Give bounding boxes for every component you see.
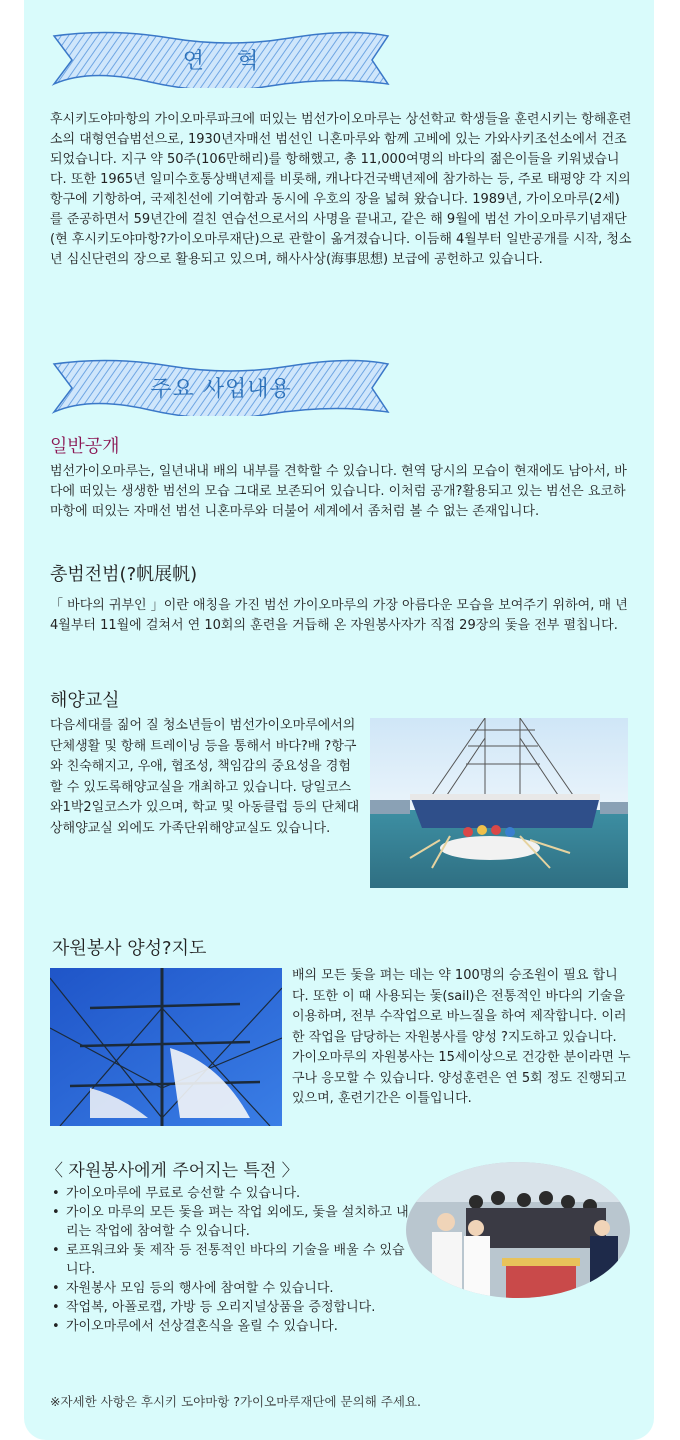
public-open-text: 범선가이오마루는, 일년내내 배의 내부를 견학할 수 있습니다. 현역 당시의 모습이 현재에도 남아서, 바다에 떠있는 생생한 범선의 모습 그대로 보존되어 있습니다. 이처럼 공개?활용되고 있는 범선은 요코하마항에 떠있는 자매선 범선 니혼마루와 더불어 세계에서 좀처럼 볼 수 없는 존재입니다. — [50, 464, 627, 519]
volunteer-text: 배의 모든 돛을 펴는 데는 약 100명의 승조원이 필요 합니다. 또한 이 때 사용되는 돛(sail)은 전통적인 바다의 기술을 이용하며, 전부 수작업으로 바느질을 하여 제작합니다. 이러한 작업을 담당하는 자원봉사를 양성 ?지도하고 있습니다. 가이오마루의 자원봉사는 15세이상으로 건강한 분이라면 누구나 응모할 수 있습니다. 양성훈련은 연 5회 정도 진행되고 있으며, 훈련기간은 이틀입니다. — [292, 968, 631, 1106]
history-title: 연 혁 — [182, 48, 260, 74]
business-banner — [50, 358, 392, 416]
list-item: • 로프워크와 돛 제작 등 전통적인 바다의 기술을 배울 수 있습니다. — [50, 1241, 410, 1279]
wedding-photo — [406, 1162, 630, 1298]
public-open-heading: 일반공개 — [50, 436, 120, 457]
business-title: 주요 사업내용 — [150, 376, 292, 402]
list-item: • 자원봉사 모임 등의 행사에 참여할 수 있습니다. — [50, 1279, 410, 1298]
list-item: • 가이오마루에 무료로 승선할 수 있습니다. — [50, 1184, 410, 1203]
list-item: • 가이오 마루의 모든 돛을 펴는 작업 외에도, 돛을 설치하고 내리는 작업에 참여할 수 있습니다. — [50, 1203, 410, 1241]
mast-sails-photo — [50, 968, 282, 1126]
benefits-heading: 〈 자원봉사에게 주어지는 특전 〉 — [46, 1161, 299, 1181]
history-text: 후시키도야마항의 가이오마루파크에 떠있는 범선가이오마루는 상선학교 학생들을 훈련시키는 항해훈련소의 대형연습범선으로, 1930년자매선 범선인 니혼마루와 함께 고베에 있는 가와사키조선소에서 건조되었습니다. 지구 약 50주(106만해리)를 항해했고, 총 11,000여명의 바다의 젊은이들을 키워냈습니다. 또한 1965년 일미수호통상백년제를 비롯해, 캐나다건국백년제에 참가하는 등, 주로 태평양 각 지의 항구에 기항하여, 국제친선에 기여함과 동시에 우호의 장을 넓혀 왔습니다. 1989년, 가이오마루(2세) 를 준공하면서 59년간에 걸친 연습선으로서의 사명을 끝내고, 같은 해 9월에 범선 가이오마루기념재단(현 후시키도야마항?가이오마루재단)으로 관할이 옮겨졌습니다. 이듬해 4월부터 일반공개를 시작, 청소년 심신단련의 장으로 활용되고 있으며, 해사사상(海事思想) 보급에 공헌하고 있습니다. — [50, 112, 632, 267]
ship-lifeboat-photo — [370, 718, 628, 888]
sail-display-heading: 총범전범(?帆展帆) — [50, 564, 198, 585]
marine-class-heading: 해양교실 — [50, 690, 120, 711]
benefits-list — [50, 1184, 410, 1336]
history-banner — [50, 30, 392, 88]
sail-display-text: 「 바다의 귀부인 」이란 애칭을 가진 범선 가이오마루의 가장 아름다운 모습을 보여주기 위하여, 매 년 4월부터 11월에 걸쳐서 연 10회의 훈련을 거듭해 온 자원봉사자가 직접 29장의 돛을 전부 펼칩니다. — [50, 598, 628, 633]
list-item: • 작업복, 아폴로캡, 가방 등 오리지널상품을 증정합니다. — [50, 1298, 410, 1317]
volunteer-heading: 자원봉사 양성?지도 — [52, 938, 207, 959]
marine-class-text: 다음세대를 짊어 질 청소년들이 범선가이오마루에서의 단체생활 및 항해 트레이닝 등을 통해서 바다?배 ?항구와 친숙해지고, 우애, 협조성, 책임감의 중요성을 경험할 수 있도록해양교실을 개최하고 있습니다. 당일코스와1박2일코스가 있으며, 학교 및 아동클럽 등의 단체대상해양교실 외에도 가족단위해양교실도 있습니다. — [50, 718, 360, 836]
footnote: ※자세한 사항은 후시키 도야마항 ?가이오마루재단에 문의해 주세요. — [50, 1394, 421, 1409]
list-item: • 가이오마루에서 선상결혼식을 올릴 수 있습니다. — [50, 1317, 410, 1336]
